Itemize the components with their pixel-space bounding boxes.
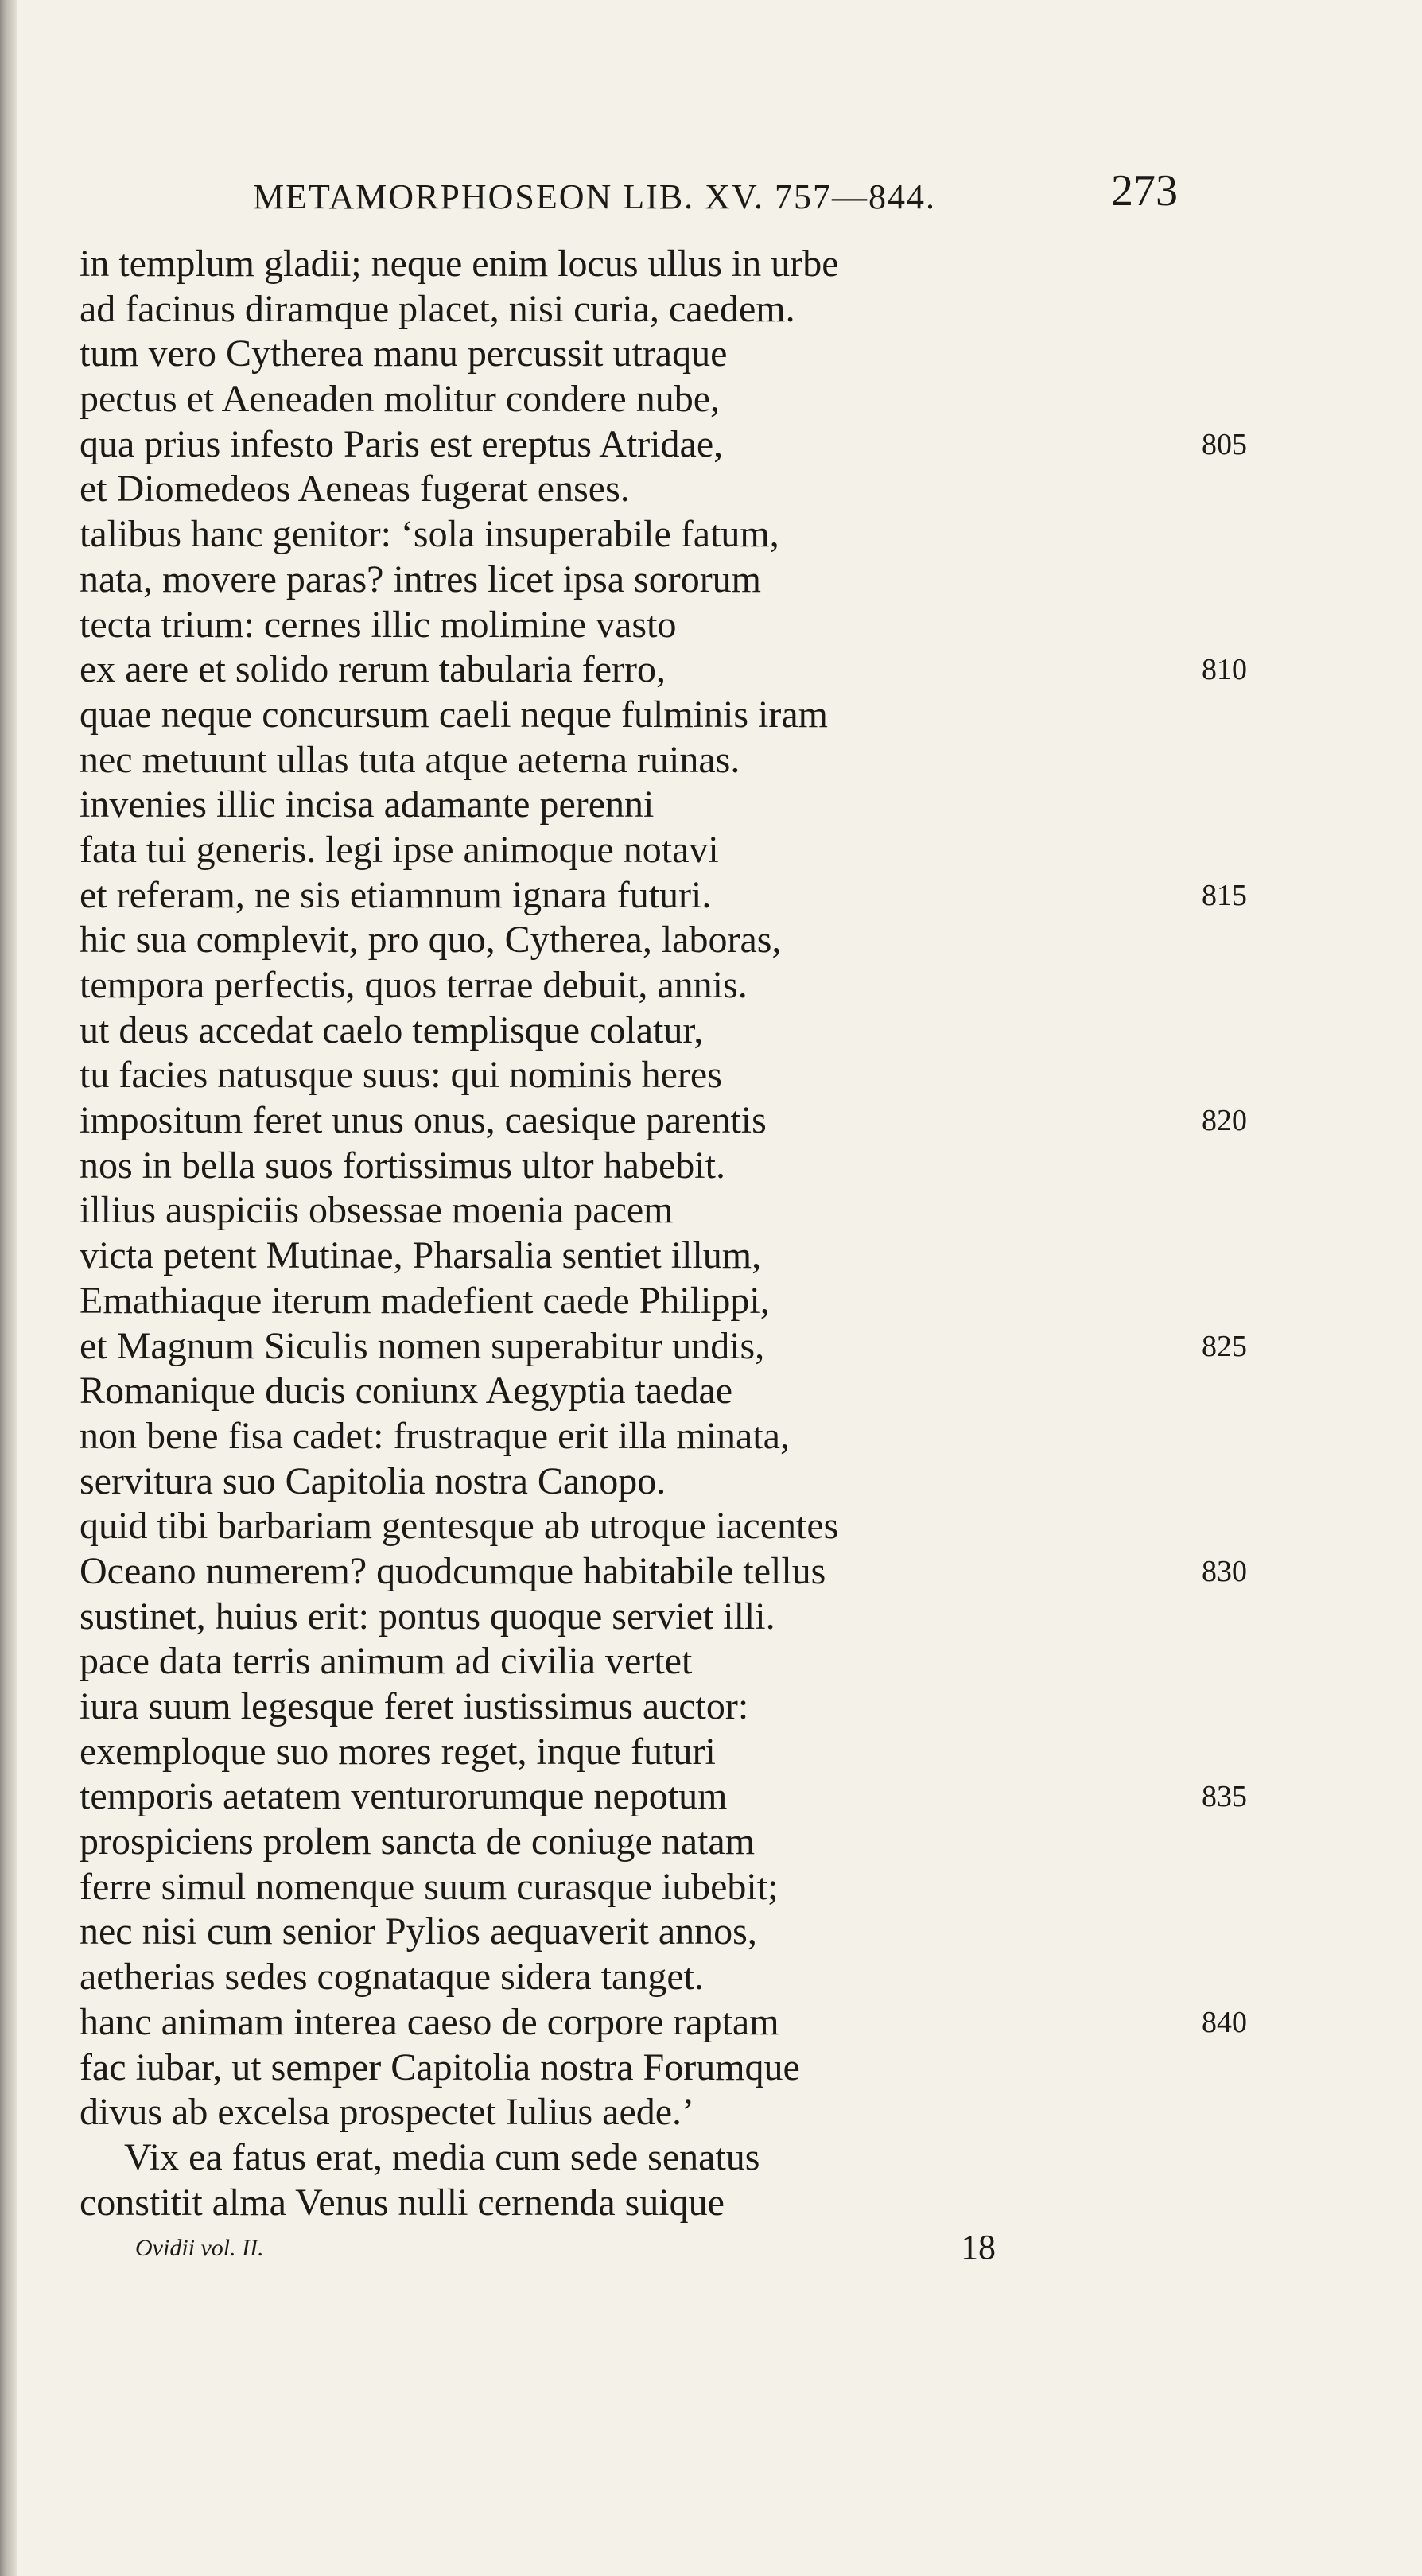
signature-number: 18	[961, 2228, 996, 2267]
verse-line-text: Oceano numerem? quodcumque habitabile tellus	[80, 1549, 826, 1592]
verse-line	[80, 1324, 1272, 1370]
verse-line	[80, 332, 1272, 377]
verse-line-text: temporis aetatem venturorumque nepotum	[80, 1775, 728, 1818]
verse-line-text: tecta trium: cernes illic molimine vasto	[80, 603, 677, 646]
verse-line	[80, 2135, 1272, 2181]
verse-line	[80, 1053, 1272, 1098]
signature-mark: Ovidii vol. II.	[135, 2235, 264, 2261]
verse-line	[80, 1188, 1272, 1234]
verse-line	[80, 1955, 1272, 2000]
verse-line	[80, 1549, 1272, 1595]
verse-line-text: fac iubar, ut semper Capitolia nostra Forumque	[80, 2046, 800, 2088]
verse-line-text: hanc animam interea caeso de corpore raptam	[80, 2000, 779, 2043]
verse-line	[80, 1820, 1272, 1865]
verse-line-text: pectus et Aeneaden molitur condere nube,	[80, 378, 721, 421]
verse-line	[80, 2181, 1272, 2226]
verse-line-text: et Diomedeos Aeneas fugerat enses.	[80, 468, 630, 511]
verse-line-text: talibus hanc genitor: ‘sola insuperabile fatum,	[80, 513, 779, 556]
verse-line	[80, 963, 1272, 1008]
verse-line-text: Vix ea fatus erat, media cum sede senatus	[124, 2135, 760, 2178]
verse-line	[80, 1504, 1272, 1549]
verse-line	[80, 1774, 1272, 1820]
verse-line-text: illius auspiciis obsessae moenia pacem	[80, 1189, 674, 1232]
line-number: 820	[1202, 1104, 1247, 1138]
verse-line-text: nec metuunt ullas tuta atque aeterna ruinas.	[80, 738, 740, 781]
verse-line-text: impositum feret unus onus, caesique parentis	[80, 1099, 767, 1142]
verse-line-text: et Magnum Siculis nomen superabitur undis,	[80, 1324, 765, 1367]
verse-line	[80, 647, 1272, 693]
verse-line	[80, 828, 1272, 873]
page-edge-shadow	[0, 0, 17, 2576]
verse-line-text: ex aere et solido rerum tabularia ferro,	[80, 648, 666, 691]
verse-line	[80, 1730, 1272, 1775]
verse-line	[80, 1234, 1272, 1279]
verse-line	[80, 603, 1272, 648]
verse-line-text: nata, movere paras? intres licet ipsa sororum	[80, 558, 762, 600]
verse-line	[80, 1639, 1272, 1684]
verse-line-text: pace data terris animum ad civilia vertet	[80, 1640, 693, 1683]
verse-line-text: tum vero Cytherea manu percussit utraque	[80, 332, 728, 375]
verse-line	[80, 1279, 1272, 1324]
verse-line	[80, 1098, 1272, 1144]
verse-line-text: iura suum legesque feret iustissimus auctor:	[80, 1685, 749, 1727]
verse-line	[80, 1144, 1272, 1189]
verse-line	[80, 1459, 1272, 1505]
verse-line-text: tempora perfectis, quos terrae debuit, annis.	[80, 964, 748, 1006]
verse-line	[80, 512, 1272, 558]
verse-line	[80, 467, 1272, 512]
verse-line-text: quid tibi barbariam gentesque ab utroque iacentes	[80, 1505, 839, 1548]
verse-line	[80, 2090, 1272, 2135]
line-number: 835	[1202, 1780, 1247, 1814]
verse-line	[80, 1684, 1272, 1730]
line-number: 815	[1202, 878, 1247, 912]
verse-line-text: non bene fisa cadet: frustraque erit illa minata,	[80, 1414, 790, 1457]
verse-line	[80, 1910, 1272, 1955]
verse-line-text: nec nisi cum senior Pylios aequaverit annos,	[80, 1910, 757, 1953]
verse-line-text: tu facies natusque suus: qui nominis heres	[80, 1054, 722, 1097]
verse-line-text: invenies illic incisa adamante perenni	[80, 783, 655, 826]
line-number: 810	[1202, 653, 1247, 687]
verse-line-text: prospiciens prolem sancta de coniuge natam	[80, 1820, 756, 1863]
verse-line	[80, 873, 1272, 919]
line-number: 840	[1202, 2005, 1247, 2039]
verse-line	[80, 1414, 1272, 1459]
verse-line	[80, 1008, 1272, 1054]
verse-line-text: ferre simul nomenque suum curasque iubebit;	[80, 1865, 779, 1908]
verse-line-text: ut deus accedat caelo templisque colatur,	[80, 1008, 704, 1051]
verse-line	[80, 377, 1272, 422]
verse-line-text: quae neque concursum caeli neque fulminis iram	[80, 693, 828, 736]
verse-line-text: Romanique ducis coniunx Aegyptia taedae	[80, 1370, 733, 1412]
verse-line	[80, 2046, 1272, 2091]
verse-line-text: in templum gladii; neque enim locus ullus in urbe	[80, 243, 839, 285]
verse-line-text: aetherias sedes cognataque sidera tanget.	[80, 1956, 704, 1999]
verse-line-text: ad facinus diramque placet, nisi curia, caedem.	[80, 287, 795, 330]
verse-line-text: exemploque suo mores reget, inque futuri	[80, 1730, 716, 1773]
verse-line-text: sustinet, huius erit: pontus quoque serviet illi.	[80, 1595, 775, 1638]
verse-line	[80, 1369, 1272, 1414]
verse-line	[80, 242, 1272, 287]
verse-line-text: et referam, ne sis etiamnum ignara futuri.	[80, 873, 712, 916]
verse-line-text: hic sua complevit, pro quo, Cytherea, laboras,	[80, 919, 782, 962]
verse-line	[80, 1865, 1272, 1910]
page-header	[80, 165, 1193, 229]
line-number: 805	[1202, 427, 1247, 461]
line-number: 825	[1202, 1329, 1247, 1363]
verse-line	[80, 2000, 1272, 2046]
page-footer	[80, 2227, 1113, 2275]
verse-line	[80, 422, 1272, 468]
verse-line-text: constitit alma Venus nulli cernenda suique	[80, 2181, 725, 2224]
page-number: 273	[1111, 166, 1178, 216]
verse-line-text: divus ab excelsa prospectet Iulius aede.’	[80, 2091, 695, 2134]
verse-line	[80, 738, 1272, 783]
verse-line	[80, 918, 1272, 963]
verse-line	[80, 1595, 1272, 1640]
verse-line-text: fata tui generis. legi ipse animoque notavi	[80, 828, 719, 871]
verse-line-text: victa petent Mutinae, Pharsalia sentiet illum,	[80, 1234, 762, 1277]
running-head: METAMORPHOSEON LIB. XV. 757—844.	[253, 177, 937, 216]
verse-line-text: nos in bella suos fortissimus ultor habebit.	[80, 1144, 725, 1187]
verse-line-text: qua prius infesto Paris est ereptus Atridae,	[80, 422, 724, 465]
verse-line-text: servitura suo Capitolia nostra Canopo.	[80, 1459, 666, 1502]
verse-line	[80, 558, 1272, 603]
verse-line-text: Emathiaque iterum madefient caede Philippi,	[80, 1279, 770, 1322]
verse-line	[80, 693, 1272, 738]
line-number: 830	[1202, 1554, 1247, 1588]
verse-line	[80, 783, 1272, 828]
verse-block	[80, 242, 1272, 2225]
verse-line	[80, 287, 1272, 332]
